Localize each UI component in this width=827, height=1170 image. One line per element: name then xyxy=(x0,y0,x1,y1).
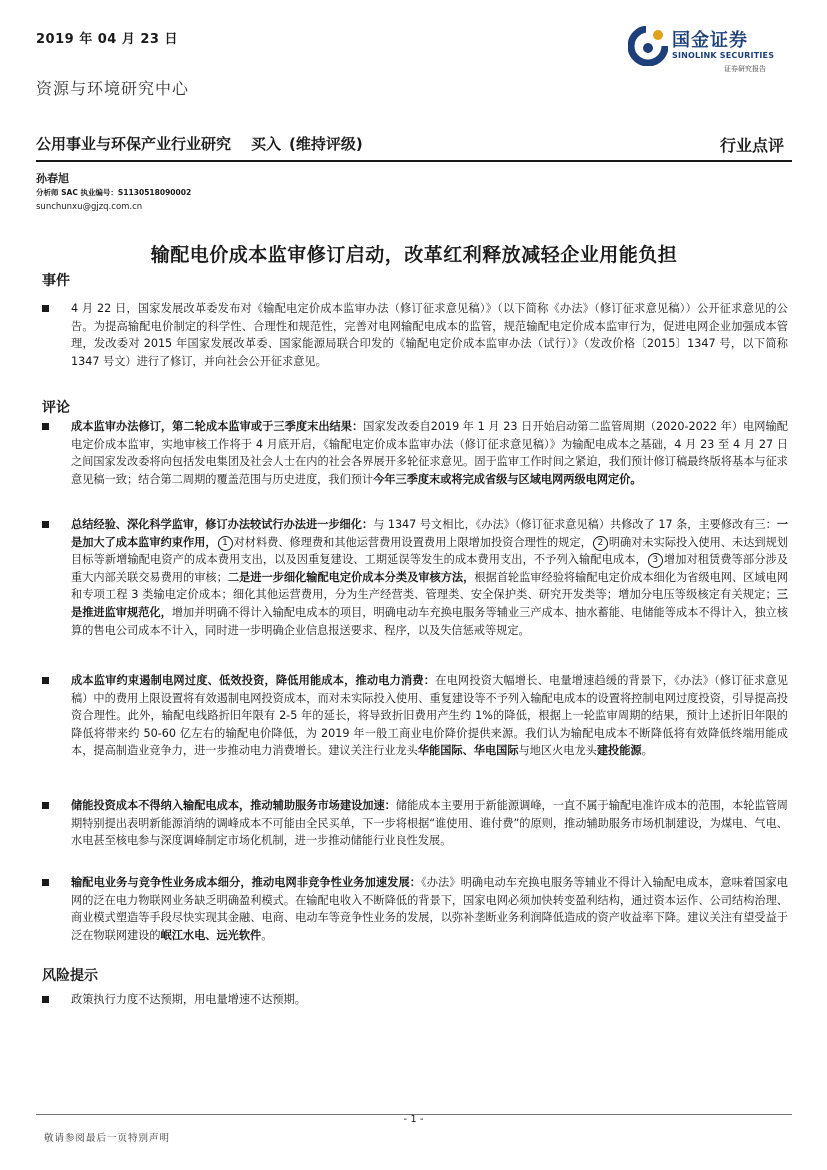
comment-lead: 输配电业务与竞争性业务成本细分，推动电网非竞争性业务加速发展： xyxy=(71,876,422,889)
bullet-square-icon xyxy=(42,677,49,684)
comment-body: 。 xyxy=(261,928,273,942)
bullet-square-icon xyxy=(42,521,49,528)
comment-emphasis: 一是加大了成本监审约束作用， xyxy=(71,518,789,549)
industry-title-group xyxy=(36,133,383,154)
comment-text xyxy=(71,874,788,944)
comment-body: 与地区火电龙头 xyxy=(518,744,597,758)
logo-name-cn: 国金证券 xyxy=(672,30,748,51)
logo-subtitle: 证券研究报告 xyxy=(724,65,766,73)
comment-item xyxy=(42,797,788,850)
event-paragraph xyxy=(42,300,788,370)
header-divider xyxy=(36,160,792,162)
comment-emphasis: 二是进一步细化输配电定价成本分类及审核方法， xyxy=(227,570,475,584)
analyst-block xyxy=(36,172,191,214)
comment-body: 根据首轮监审经验将输配电定价成本细化为省级电网、区域电网和专项工程 3 类输电定价成本；细化其他运营费用，分为生产经营类、管理类、安全保护类、研究开发类等；增加分电压等级核定有关规定； xyxy=(71,570,788,602)
comment-emphasis: 今年三季度末或将完成省级与区域电网两级电网定价。 xyxy=(373,472,642,486)
comment-body: 储能成本主要用于新能源调峰，一直不属于输配电准许成本的范围，本轮监管周期特别提出表明新能源消纳的调峰成本不可能由全民买单，下一步将根据“谁使用、谁付费”的原则，推动辅助服务市场机制建设，为煤电、气电、水电甚至核电参与深度调峰制定市场化机制，进一步推动储能行业良性发展。 xyxy=(71,799,788,848)
comment-item xyxy=(42,672,788,760)
section-event-title: 事件 xyxy=(42,273,70,289)
bullet-square-icon xyxy=(42,879,49,886)
comment-lead: 成本监审约束遏制电网过度、低效投资，降低用能成本，推动电力消费： xyxy=(71,674,436,687)
title-row xyxy=(36,130,792,160)
headline: 输配电价成本监审修订启动，改革红利释放减轻企业用能负担 xyxy=(150,244,678,266)
page-number: - 1 - xyxy=(403,1114,424,1125)
bullet-square-icon xyxy=(42,423,49,430)
disclaimer-note: 敬请参阅最后一页特别声明 xyxy=(44,1133,171,1144)
analyst-license: 分析师 SAC 执业编号：S1130518090002 xyxy=(36,188,192,197)
analyst-email[interactable]: sunchunxu@gjzq.com.cn xyxy=(36,202,143,212)
comment-text xyxy=(71,418,788,488)
report-date: 2019 年 04 月 23 日 xyxy=(36,32,178,47)
comment-text xyxy=(71,516,788,639)
comment-emphasis: 华能国际、华电国际 xyxy=(417,744,519,758)
industry-title: 公用事业与环保产业行业研究 xyxy=(36,135,232,153)
sinolink-logo-icon xyxy=(628,26,668,66)
comment-emphasis: 三是推进监审规范化， xyxy=(71,588,788,619)
comment-body: 在电网投资大幅增长、电量增速趋缓的背景下，《办法》（修订征求意见稿）中的费用上限设置将有效遏制电网投资成本，而对未实际投入使用、重复建设等不予列入输配电成本的设置将控制电网过度投资，引导提高投资合理性。此外，输配电线路折旧年限有 2-5 年的延长，将导致折旧费用产生约 1%的降低，根据上一轮监审周期的结果，预计上述折旧年限的降低将带来约 50-60 亿左右的输配电价降低，为 2019 年一般工商业电价降价提供来源。我们认为输配电成本不断降低将有效降低终端用能成本，提高制造业竞争力，进一步推动电力消费增长。建议关注行业龙头 xyxy=(71,674,788,758)
rating-note: (维持评级) xyxy=(289,135,363,153)
rating: 买入 xyxy=(251,135,282,153)
comment-lead: 储能投资成本不得纳入输配电成本，推动辅助服务市场建设加速： xyxy=(71,799,396,812)
circled-number: 1 xyxy=(218,536,233,551)
comment-body: 《办法》明确电动车充换电服务等辅业不得计入输配电成本，意味着国家电网的泛在电力物联网业务缺乏明确盈利模式。在输配电收入不断降低的背景下，国家电网必须加快转变盈利结构，通过资本运作、公司结构治理、商业模式塑造等手段尽快实现其金融、电商、电动车等竞争性业务的发展，以弥补垄断业务利润降低造成的资产收益率下降。建议关注有望受益于泛在物联网建设的 xyxy=(71,876,788,942)
report-type: 行业点评 xyxy=(719,136,784,155)
comment-item xyxy=(42,418,788,488)
sinolink-logo xyxy=(628,24,798,80)
circled-number: 2 xyxy=(593,536,608,551)
comment-lead: 总结经验、深化科学监审，修订办法较试行办法进一步细化： xyxy=(71,518,374,531)
comment-item xyxy=(42,874,788,944)
comment-body: 明确对未实际投入使用、未达到规划目标等新增输配电资产的成本费用支出，以及因重复建设、工期延误等发生的成本费用支出，不予列入输配电成本， xyxy=(71,535,788,567)
analyst-name: 孙春旭 xyxy=(36,172,69,185)
bullet-square-icon xyxy=(42,802,49,809)
comment-body: 与 1347 号文相比，《办法》（修订征求意见稿）共修改了 17 条，主要修改有三： xyxy=(373,518,777,531)
bullet-square-icon xyxy=(42,305,49,312)
comment-body: 。 xyxy=(641,744,653,758)
comment-body: 增加对租赁费等部分涉及重大内部关联交易费用的审核； xyxy=(71,553,788,584)
comment-body: 增加并明确不得计入输配电成本的项目，明确电动车充换电服务等辅业三产成本、抽水蓄能、电储能等成本不得计入，独立核算的售电公司成本不计入，同时进一步明确企业信息报送要求、程序，以及失信惩戒等规定。 xyxy=(71,605,788,637)
comment-emphasis: 建投能源 xyxy=(596,744,642,758)
event-text: 4 月 22 日，国家发展改革委发布对《输配电定价成本监审办法（修订征求意见稿）》（以下简称《办法》（修订征求意见稿））公开征求意见的公告。为提高输配电价制定的科学性、合理性和规范性，完善对电网输配电成本的监管，规范输配电定价成本监审行为，促进电网企业加强成本管理，发改委对 2015 年国家发展改革委、国家能源局联合印发的《输配电定价成本监审办法（试行）》（发改价格〔2015〕1347 号，以下简称 1347 号文）进行了修订，并向社会公开征求意见。 xyxy=(71,302,788,368)
comment-emphasis: 岷江水电、远光软件 xyxy=(160,928,262,942)
risk-item xyxy=(42,991,788,1009)
circled-number: 3 xyxy=(648,553,663,568)
comment-item xyxy=(42,516,788,639)
section-comment-title: 评论 xyxy=(42,400,70,416)
comment-body: 对材料费、修理费和其他运营费用设置费用上限增加投资合理性的规定， xyxy=(233,535,592,549)
risk-text: 政策执行力度不达预期，用电量增速不达预期。 xyxy=(71,993,306,1006)
comment-lead: 成本监审办法修订，第二轮成本监审或于三季度末出结果： xyxy=(71,420,364,433)
comment-body: 国家发改委自2019 年 1 月 23 日开始启动第二监管周期（2020-2022 年）电网输配电定价成本监审，实地审核工作将于 4 月底开启，《输配电定价成本监审办法（修订征求意见稿）》为输配电成本之基础，4 月 23 至 4 月 27 日之间国家发改委将向包括发电集团及社会人士在内的社会各界展开多轮征求意见。固于监审工作时间之紧迫，我们预计修订稿最终版将基本与征求意见稿一致；结合第二周期的覆盖范围与历史进度，我们预计 xyxy=(71,420,788,486)
section-risk-title: 风险提示 xyxy=(42,968,98,984)
logo-name-en: SINOLINK SECURITIES xyxy=(672,51,775,60)
comment-text xyxy=(71,797,788,850)
bullet-square-icon xyxy=(42,996,49,1003)
comment-text xyxy=(71,672,788,760)
research-center: 资源与环境研究中心 xyxy=(36,79,190,98)
